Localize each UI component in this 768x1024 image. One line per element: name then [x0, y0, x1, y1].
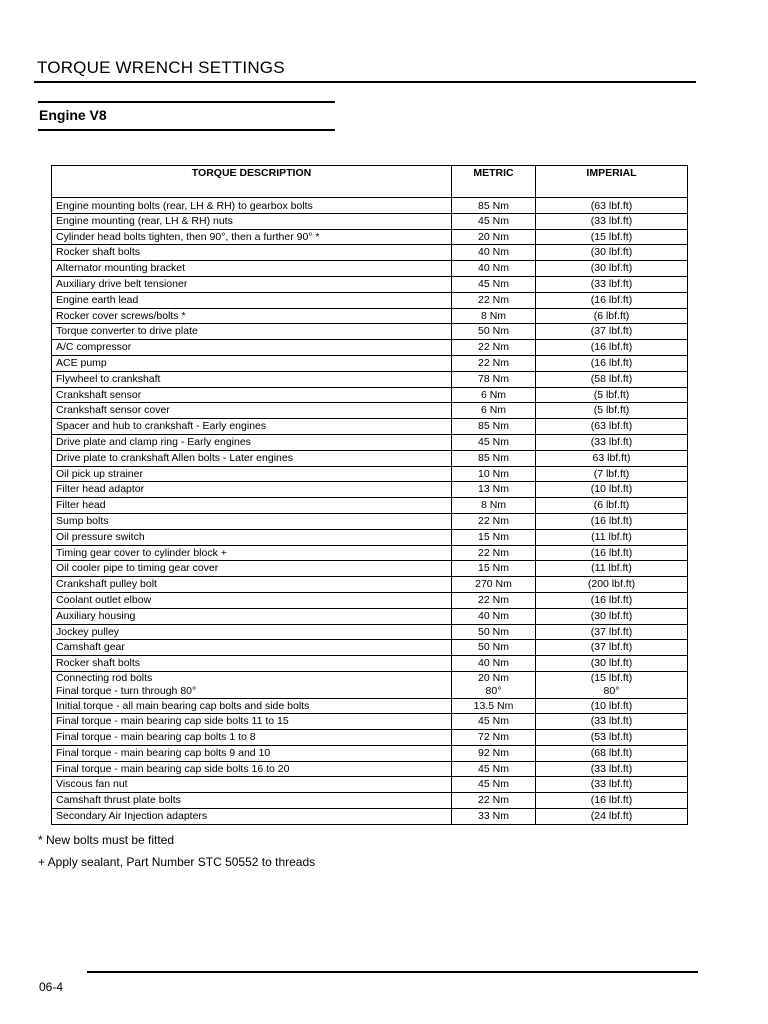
row-description-text: Rocker shaft bolts [56, 657, 141, 670]
row-metric-text: 45 Nm [478, 762, 509, 775]
row-description [52, 466, 452, 482]
row-description-text: Filter head adaptor [56, 483, 145, 496]
table-row [52, 229, 688, 245]
row-metric [452, 261, 536, 277]
row-description-text: Auxiliary housing [56, 609, 136, 622]
row-description-text: Oil pressure switch [56, 530, 145, 543]
row-description [52, 529, 452, 545]
row-description-text: Auxiliary drive belt tensioner [56, 277, 188, 290]
row-imperial [536, 777, 688, 793]
row-description-text: Drive plate and clamp ring - Early engines [56, 435, 251, 448]
row-description [52, 403, 452, 419]
row-metric-text: 92 Nm [478, 746, 509, 759]
row-imperial [536, 714, 688, 730]
table-row [52, 245, 688, 261]
table-row [52, 482, 688, 498]
table-row [52, 261, 688, 277]
row-description [52, 198, 452, 214]
title-divider [34, 81, 696, 83]
row-description [52, 229, 452, 245]
row-metric [452, 640, 536, 656]
table-row [52, 308, 688, 324]
row-imperial [536, 624, 688, 640]
row-description-text: Crankshaft pulley bolt [56, 578, 157, 591]
row-metric-text: 13.5 Nm [473, 699, 514, 712]
row-description-text: Initial torque - all main bearing cap bolts and side bolts [56, 699, 310, 712]
row-imperial-text: (33 lbf.ft) [590, 715, 633, 728]
row-imperial [536, 198, 688, 214]
row-imperial-text: (10 lbf.ft) [590, 483, 633, 496]
row-description [52, 324, 452, 340]
row-imperial-text: (68 lbf.ft) [590, 746, 633, 759]
row-metric-text: 45 Nm [478, 715, 509, 728]
row-metric-text: 40 Nm [478, 609, 509, 622]
row-metric-text: 40 Nm [478, 246, 509, 259]
row-metric-text: 22 Nm [478, 293, 509, 306]
row-imperial [536, 213, 688, 229]
row-metric [452, 308, 536, 324]
row-description [52, 698, 452, 714]
row-metric [452, 292, 536, 308]
row-imperial [536, 276, 688, 292]
page-title: TORQUE WRENCH SETTINGS [37, 58, 285, 77]
row-metric [452, 624, 536, 640]
row-metric-text: 8 Nm [480, 309, 507, 322]
table-row [52, 761, 688, 777]
row-metric [452, 403, 536, 419]
row-description-text: Oil cooler pipe to timing gear cover [56, 562, 219, 575]
row-metric-text: 20 Nm [478, 230, 509, 243]
row-imperial-text: (33 lbf.ft) [590, 214, 633, 227]
row-metric-text: 10 Nm [478, 467, 509, 480]
table-row [52, 640, 688, 656]
table-row [52, 793, 688, 809]
row-description [52, 592, 452, 608]
row-imperial-text: (30 lbf.ft) [590, 246, 633, 259]
row-metric [452, 198, 536, 214]
row-description [52, 777, 452, 793]
row-imperial-text: (37 lbf.ft) [590, 641, 633, 654]
row-imperial [536, 403, 688, 419]
table-row [52, 577, 688, 593]
row-imperial [536, 482, 688, 498]
row-imperial-text: (63 lbf.ft) [590, 199, 633, 212]
table-row [52, 513, 688, 529]
row-imperial [536, 261, 688, 277]
table-row [52, 387, 688, 403]
row-imperial-text: 63 lbf.ft) [592, 451, 631, 464]
table-row [52, 714, 688, 730]
row-metric-text: 33 Nm [478, 810, 509, 823]
section-rule-bottom [38, 129, 335, 131]
table-row [52, 466, 688, 482]
row-imperial [536, 577, 688, 593]
row-description [52, 608, 452, 624]
row-imperial-text: (16 lbf.ft) [590, 546, 633, 559]
row-metric-text: 22 Nm [478, 593, 509, 606]
row-metric-text: 40 Nm [478, 657, 509, 670]
table-row [52, 545, 688, 561]
row-metric [452, 671, 536, 698]
row-metric [452, 276, 536, 292]
row-metric [452, 777, 536, 793]
row-imperial [536, 809, 688, 825]
table-row [52, 498, 688, 514]
row-imperial [536, 592, 688, 608]
row-imperial [536, 545, 688, 561]
row-description-text: Timing gear cover to cylinder block + [56, 546, 227, 559]
row-imperial [536, 529, 688, 545]
row-description [52, 513, 452, 529]
row-metric [452, 466, 536, 482]
row-metric-text: 45 Nm [478, 435, 509, 448]
row-description-text: Jockey pulley [56, 625, 120, 638]
row-description [52, 498, 452, 514]
row-metric [452, 529, 536, 545]
row-metric-text: 85 Nm [478, 420, 509, 433]
row-description [52, 308, 452, 324]
table-row [52, 419, 688, 435]
row-metric [452, 387, 536, 403]
row-description-text: Final torque - main bearing cap bolts 9 and 10 [56, 746, 271, 759]
row-metric [452, 340, 536, 356]
row-metric [452, 730, 536, 746]
row-imperial [536, 371, 688, 387]
row-imperial-text: (30 lbf.ft) [590, 262, 633, 275]
row-description [52, 355, 452, 371]
row-imperial [536, 513, 688, 529]
row-imperial [536, 745, 688, 761]
row-description-text: Rocker cover screws/bolts * [56, 309, 186, 322]
row-description-text: Final torque - main bearing cap bolts 1 to 8 [56, 731, 256, 744]
row-description [52, 387, 452, 403]
row-imperial [536, 671, 688, 698]
row-metric [452, 371, 536, 387]
row-imperial [536, 340, 688, 356]
row-imperial [536, 292, 688, 308]
table-row [52, 698, 688, 714]
row-metric [452, 434, 536, 450]
page-number: 06-4 [39, 980, 64, 994]
row-imperial [536, 308, 688, 324]
row-description [52, 577, 452, 593]
row-imperial-text: (15 lbf.ft) [590, 671, 633, 684]
row-metric [452, 698, 536, 714]
row-description-text: Crankshaft sensor cover [56, 404, 170, 417]
table-row [52, 340, 688, 356]
row-imperial-text: (33 lbf.ft) [590, 277, 633, 290]
row-description [52, 761, 452, 777]
row-metric-text: 22 Nm [478, 514, 509, 527]
row-imperial-text: (33 lbf.ft) [590, 778, 633, 791]
row-imperial-text: (58 lbf.ft) [590, 372, 633, 385]
row-description-text: Torque converter to drive plate [56, 325, 198, 338]
row-metric [452, 450, 536, 466]
row-description-text: Oil pick up strainer [56, 467, 143, 480]
table-row [52, 213, 688, 229]
row-description-text: Connecting rod bolts [56, 671, 153, 684]
table-row [52, 561, 688, 577]
row-description-text: Crankshaft sensor [56, 388, 142, 401]
row-imperial [536, 355, 688, 371]
row-metric-text: 22 Nm [478, 794, 509, 807]
table-row [52, 324, 688, 340]
row-description [52, 624, 452, 640]
row-description [52, 545, 452, 561]
row-metric [452, 498, 536, 514]
row-metric [452, 809, 536, 825]
table-body [52, 198, 688, 825]
row-imperial [536, 498, 688, 514]
row-metric-text: 20 Nm [478, 671, 509, 684]
row-imperial [536, 656, 688, 672]
row-metric-text: 8 Nm [480, 499, 507, 512]
row-metric-text: 50 Nm [478, 625, 509, 638]
row-metric [452, 513, 536, 529]
row-metric-text: 13 Nm [478, 483, 509, 496]
row-imperial-text: (24 lbf.ft) [590, 810, 633, 823]
row-description [52, 261, 452, 277]
row-metric-text: 22 Nm [478, 341, 509, 354]
row-metric [452, 245, 536, 261]
row-metric [452, 229, 536, 245]
row-description-text: Flywheel to crankshaft [56, 372, 161, 385]
row-description [52, 419, 452, 435]
row-metric [452, 656, 536, 672]
row-description [52, 793, 452, 809]
row-imperial-text: (11 lbf.ft) [591, 530, 632, 543]
row-imperial [536, 466, 688, 482]
row-imperial-text: (30 lbf.ft) [590, 609, 633, 622]
table-row [52, 198, 688, 214]
row-description [52, 714, 452, 730]
row-description-text: Coolant outlet elbow [56, 593, 152, 606]
table-row [52, 809, 688, 825]
row-imperial-text: (16 lbf.ft) [590, 293, 633, 306]
row-metric-text: 6 Nm [480, 388, 507, 401]
header-metric: METRIC [452, 166, 536, 198]
row-metric-text: 15 Nm [478, 562, 509, 575]
row-imperial [536, 793, 688, 809]
row-metric-text: 15 Nm [478, 530, 509, 543]
row-imperial-text: (6 lbf.ft) [593, 309, 630, 322]
section-rule-top [38, 101, 335, 103]
row-metric-text: 85 Nm [478, 199, 509, 212]
row-imperial-text: (5 lbf.ft) [593, 404, 630, 417]
row-metric [452, 592, 536, 608]
row-description-text: Camshaft gear [56, 641, 125, 654]
row-imperial-text: (7 lbf.ft) [593, 467, 630, 480]
row-description-text: Final torque - main bearing cap side bolts 16 to 20 [56, 762, 290, 775]
row-metric [452, 482, 536, 498]
row-imperial-text: (6 lbf.ft) [593, 499, 630, 512]
row-imperial-text: (63 lbf.ft) [590, 420, 633, 433]
table-row [52, 292, 688, 308]
row-metric [452, 793, 536, 809]
row-metric-text: 6 Nm [480, 404, 507, 417]
row-metric-text: 22 Nm [478, 356, 509, 369]
footer-divider [87, 971, 698, 973]
table-row [52, 777, 688, 793]
row-metric [452, 419, 536, 435]
table-row [52, 745, 688, 761]
row-description [52, 561, 452, 577]
row-metric [452, 324, 536, 340]
row-metric-text: 40 Nm [478, 262, 509, 275]
row-metric-text-2: 80° [485, 684, 502, 697]
row-description-text-2: Final torque - turn through 80° [56, 684, 197, 697]
row-description-text: Engine mounting (rear, LH & RH) nuts [56, 214, 233, 227]
row-description-text: Alternator mounting bracket [56, 262, 185, 275]
row-metric [452, 355, 536, 371]
row-description-text: Engine earth lead [56, 293, 139, 306]
row-metric-text: 45 Nm [478, 214, 509, 227]
row-imperial [536, 450, 688, 466]
row-imperial [536, 324, 688, 340]
row-description-text: Rocker shaft bolts [56, 246, 141, 259]
row-imperial-text: (53 lbf.ft) [590, 731, 633, 744]
row-metric [452, 545, 536, 561]
row-description-text: A/C compressor [56, 341, 132, 354]
header-imperial: IMPERIAL [536, 166, 688, 198]
row-imperial [536, 229, 688, 245]
row-description-text: Drive plate to crankshaft Allen bolts - Later engines [56, 451, 293, 464]
row-imperial-text: (200 lbf.ft) [587, 578, 636, 591]
table-row [52, 276, 688, 292]
table-row [52, 608, 688, 624]
row-metric-text: 45 Nm [478, 277, 509, 290]
table-row [52, 355, 688, 371]
row-description-text: Final torque - main bearing cap side bolts 11 to 15 [56, 715, 289, 728]
row-imperial-text: (37 lbf.ft) [590, 625, 633, 638]
row-description [52, 292, 452, 308]
row-imperial [536, 761, 688, 777]
row-metric-text: 78 Nm [478, 372, 509, 385]
row-imperial-text: (10 lbf.ft) [590, 699, 633, 712]
row-description [52, 671, 452, 698]
row-imperial [536, 698, 688, 714]
row-imperial-text: (16 lbf.ft) [590, 593, 633, 606]
row-description-text: Filter head [56, 499, 106, 512]
table-row [52, 450, 688, 466]
row-metric-text: 50 Nm [478, 325, 509, 338]
row-metric-text: 72 Nm [478, 731, 509, 744]
table-row [52, 403, 688, 419]
row-imperial [536, 561, 688, 577]
note-sealant: + Apply sealant, Part Number STC 50552 to threads [38, 855, 316, 869]
header-description: TORQUE DESCRIPTION [52, 166, 452, 198]
table-row [52, 592, 688, 608]
row-metric [452, 577, 536, 593]
row-description [52, 340, 452, 356]
row-imperial [536, 387, 688, 403]
row-imperial-text: (11 lbf.ft) [591, 562, 632, 575]
row-metric [452, 608, 536, 624]
row-description [52, 450, 452, 466]
row-metric-text: 85 Nm [478, 451, 509, 464]
row-imperial [536, 608, 688, 624]
row-imperial-text: (16 lbf.ft) [590, 794, 633, 807]
table-row [52, 624, 688, 640]
table-header-row [52, 166, 688, 198]
row-description [52, 745, 452, 761]
row-description [52, 245, 452, 261]
row-imperial-text: (33 lbf.ft) [590, 762, 633, 775]
row-imperial [536, 434, 688, 450]
torque-table [51, 165, 688, 825]
row-description-text: ACE pump [56, 356, 107, 369]
row-imperial [536, 245, 688, 261]
row-metric [452, 745, 536, 761]
section-title: Engine V8 [39, 107, 107, 123]
table-row [52, 434, 688, 450]
row-metric [452, 714, 536, 730]
row-description [52, 371, 452, 387]
row-metric [452, 561, 536, 577]
table-row [52, 671, 688, 698]
row-metric-text: 270 Nm [475, 578, 512, 591]
row-description [52, 656, 452, 672]
row-description-text: Spacer and hub to crankshaft - Early engines [56, 420, 267, 433]
row-imperial-text: (16 lbf.ft) [590, 341, 633, 354]
row-imperial [536, 640, 688, 656]
row-description [52, 276, 452, 292]
row-metric-text: 50 Nm [478, 641, 509, 654]
row-imperial [536, 730, 688, 746]
row-description [52, 640, 452, 656]
row-description-text: Sump bolts [56, 514, 109, 527]
row-metric-text: 45 Nm [478, 778, 509, 791]
row-description-text: Secondary Air Injection adapters [56, 810, 208, 823]
row-imperial-text: (16 lbf.ft) [590, 514, 633, 527]
row-imperial-text: (5 lbf.ft) [593, 388, 630, 401]
row-imperial-text: (15 lbf.ft) [590, 230, 633, 243]
row-description-text: Cylinder head bolts tighten, then 90°, then a further 90° * [56, 230, 320, 243]
row-description [52, 434, 452, 450]
table-row [52, 529, 688, 545]
row-description [52, 809, 452, 825]
row-metric [452, 213, 536, 229]
row-description-text: Viscous fan nut [56, 778, 128, 791]
row-description [52, 482, 452, 498]
row-description-text: Engine mounting bolts (rear, LH & RH) to gearbox bolts [56, 199, 313, 212]
row-description-text: Camshaft thrust plate bolts [56, 794, 181, 807]
row-imperial [536, 419, 688, 435]
row-imperial-text: (30 lbf.ft) [590, 657, 633, 670]
table-row [52, 656, 688, 672]
table-row [52, 371, 688, 387]
row-metric-text: 22 Nm [478, 546, 509, 559]
table-row [52, 730, 688, 746]
row-description [52, 213, 452, 229]
row-imperial-text-2: 80° [603, 684, 620, 697]
row-description [52, 730, 452, 746]
row-imperial-text: (33 lbf.ft) [590, 435, 633, 448]
row-imperial-text: (37 lbf.ft) [590, 325, 633, 338]
row-imperial-text: (16 lbf.ft) [590, 356, 633, 369]
note-new-bolts: * New bolts must be fitted [38, 833, 175, 847]
row-metric [452, 761, 536, 777]
